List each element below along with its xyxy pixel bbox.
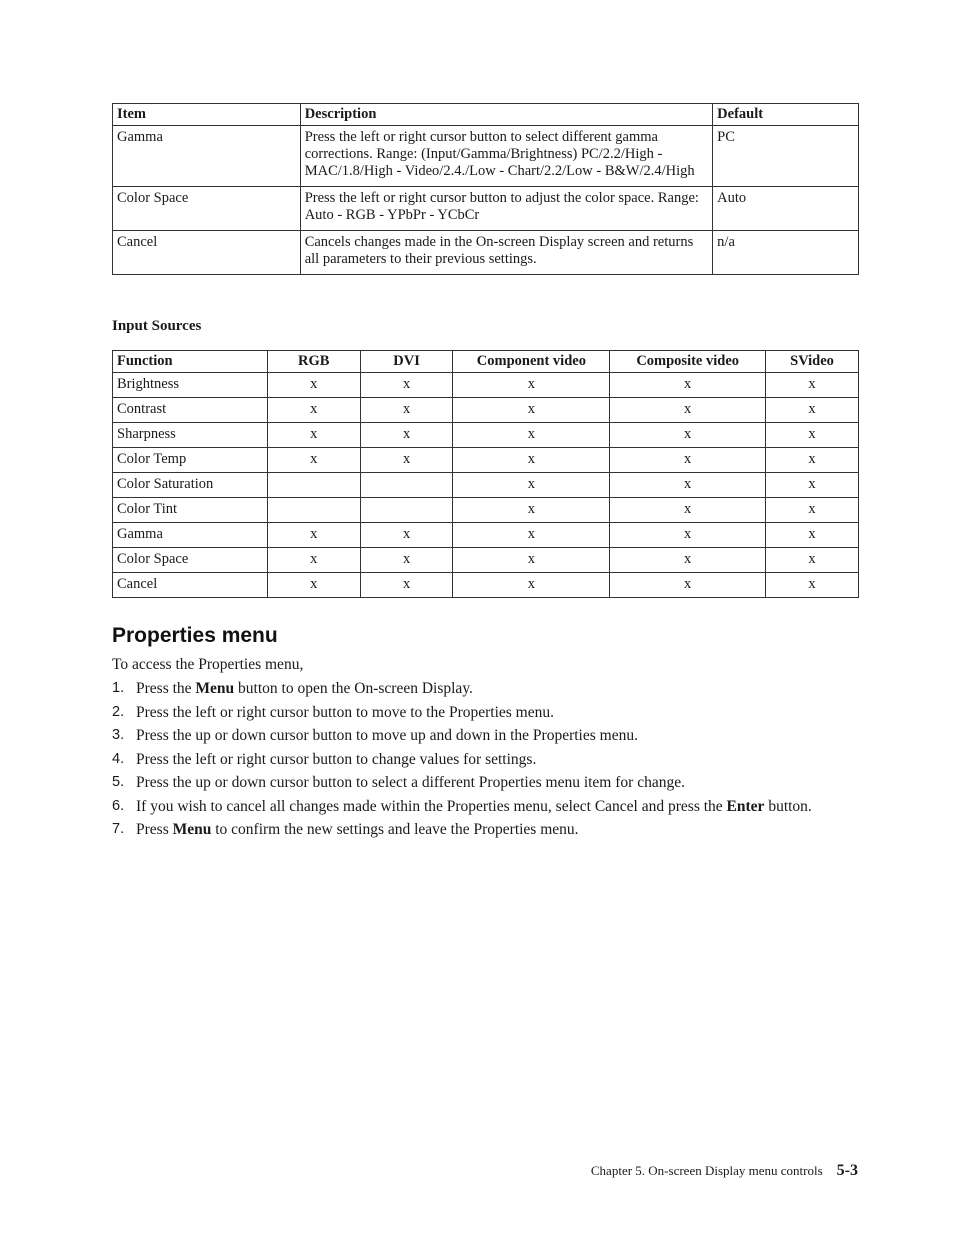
cell-support-mark: x	[453, 498, 610, 523]
table-row	[113, 126, 859, 187]
step-text: Press	[136, 821, 173, 838]
list-item	[112, 797, 850, 816]
column-header-svideo: SVideo	[766, 351, 859, 373]
column-header-component-video: Component video	[453, 351, 610, 373]
cell-support-mark: x	[267, 523, 360, 548]
cell-support-mark: x	[766, 498, 859, 523]
list-item	[112, 773, 850, 792]
column-header-rgb: RGB	[267, 351, 360, 373]
list-item	[112, 703, 850, 722]
step-number: 5.	[112, 774, 125, 790]
cell-support-mark: x	[453, 398, 610, 423]
cell-description: Cancels changes made in the On-screen Display screen and returns all parameters to their previous settings.	[300, 231, 712, 275]
cell-support-mark: x	[267, 398, 360, 423]
cell-support-mark: x	[610, 398, 766, 423]
step-number: 4.	[112, 750, 125, 767]
table-row	[113, 498, 859, 523]
cell-default: n/a	[713, 231, 859, 275]
cell-support-mark: x	[267, 573, 360, 598]
step-text: Press the left or right cursor button to change values for settings.	[136, 750, 537, 768]
cell-function: Color Space	[113, 548, 268, 573]
table-row	[113, 548, 859, 573]
column-header-default: Default	[713, 104, 859, 126]
column-header-item: Item	[113, 104, 301, 126]
step-number: 6.	[112, 797, 125, 814]
table-row	[113, 231, 859, 275]
list-item	[112, 726, 850, 745]
table-row	[113, 473, 859, 498]
cell-support-mark: x	[610, 373, 766, 398]
cell-description: Press the left or right cursor button to adjust the color space. Range: Auto - RGB - YPbPr - YCbCr	[300, 187, 712, 231]
step-number: 7.	[112, 821, 125, 837]
step-text: Press the up or down cursor button to select a different Properties menu item for change.	[136, 774, 685, 791]
step-text: If you wish to cancel all changes made within the Properties menu, select Cancel and press the	[136, 797, 727, 815]
cell-support-mark: x	[766, 373, 859, 398]
cell-support-mark: x	[360, 573, 453, 598]
cell-support-mark: x	[360, 548, 453, 573]
steps-list	[112, 679, 850, 844]
cell-support-mark: x	[453, 548, 610, 573]
settings-table	[112, 103, 859, 275]
cell-support-mark	[267, 498, 360, 523]
column-header-description: Description	[300, 104, 712, 126]
cell-default: Auto	[713, 187, 859, 231]
cell-function: Contrast	[113, 398, 268, 423]
table-row	[113, 187, 859, 231]
cell-support-mark: x	[766, 573, 859, 598]
table-row	[113, 398, 859, 423]
cell-support-mark: x	[453, 423, 610, 448]
table-row	[113, 523, 859, 548]
step-emphasis: Menu	[172, 821, 212, 838]
intro-text: To access the Properties menu,	[112, 656, 304, 673]
cell-support-mark: x	[610, 473, 766, 498]
step-number: 3.	[112, 727, 125, 743]
step-text: Press the up or down cursor button to move up and down in the Properties menu.	[136, 727, 638, 744]
settings-table-header-row	[113, 104, 859, 126]
cell-support-mark	[267, 473, 360, 498]
cell-function: Gamma	[113, 523, 268, 548]
table-row	[113, 448, 859, 473]
cell-support-mark: x	[360, 523, 453, 548]
cell-support-mark: x	[453, 373, 610, 398]
cell-support-mark	[360, 498, 453, 523]
table-row	[113, 423, 859, 448]
cell-support-mark: x	[267, 423, 360, 448]
section-heading: Properties menu	[112, 624, 278, 647]
cell-support-mark: x	[453, 573, 610, 598]
cell-support-mark: x	[360, 398, 453, 423]
cell-function: Color Temp	[113, 448, 268, 473]
step-emphasis: Enter	[726, 797, 765, 815]
cell-support-mark	[360, 473, 453, 498]
cell-support-mark: x	[453, 448, 610, 473]
cell-support-mark: x	[766, 423, 859, 448]
cell-support-mark: x	[360, 423, 453, 448]
step-text: button.	[764, 797, 812, 815]
cell-support-mark: x	[267, 448, 360, 473]
cell-support-mark: x	[610, 423, 766, 448]
cell-support-mark: x	[610, 448, 766, 473]
cell-function: Color Saturation	[113, 473, 268, 498]
step-text: button to open the On-screen Display.	[234, 680, 473, 697]
cell-support-mark: x	[267, 548, 360, 573]
step-text: Press the left or right cursor button to move to the Properties menu.	[136, 703, 554, 721]
table-row	[113, 573, 859, 598]
cell-support-mark: x	[360, 448, 453, 473]
cell-function: Cancel	[113, 573, 268, 598]
cell-support-mark: x	[453, 473, 610, 498]
cell-support-mark: x	[766, 548, 859, 573]
cell-support-mark: x	[766, 473, 859, 498]
cell-support-mark: x	[766, 448, 859, 473]
table-row	[113, 373, 859, 398]
page-number: 5-3	[836, 1162, 858, 1179]
cell-description: Press the left or right cursor button to select different gamma corrections. Range: (Input/Gamma/Brightness) PC/2.2/High - MAC/1.8/High - Video/2.4./Low - Chart/2.2/Low - B&W/2.4/High	[300, 126, 712, 187]
cell-item: Cancel	[113, 231, 301, 275]
cell-support-mark: x	[610, 498, 766, 523]
cell-support-mark: x	[610, 523, 766, 548]
cell-support-mark: x	[766, 398, 859, 423]
cell-function: Color Tint	[113, 498, 268, 523]
cell-default: PC	[713, 126, 859, 187]
cell-support-mark: x	[267, 373, 360, 398]
step-number: 2.	[112, 703, 125, 720]
cell-support-mark: x	[360, 373, 453, 398]
input-sources-body	[113, 373, 859, 598]
cell-function: Sharpness	[113, 423, 268, 448]
list-item	[112, 750, 850, 769]
chapter-title: Chapter 5. On-screen Display menu controls	[590, 1163, 823, 1178]
list-item	[112, 820, 850, 839]
cell-item: Gamma	[113, 126, 301, 187]
column-header-dvi: DVI	[360, 351, 453, 373]
cell-item: Color Space	[113, 187, 301, 231]
step-text: Press the	[136, 680, 196, 697]
step-text: to confirm the new settings and leave the Properties menu.	[211, 821, 579, 838]
input-sources-table	[112, 350, 859, 598]
page-footer	[591, 1162, 858, 1180]
step-emphasis: Menu	[195, 680, 235, 697]
list-item	[112, 679, 850, 698]
cell-support-mark: x	[453, 523, 610, 548]
cell-support-mark: x	[610, 573, 766, 598]
step-number: 1.	[112, 680, 125, 696]
column-header-composite-video: Composite video	[610, 351, 766, 373]
input-sources-caption: Input Sources	[112, 318, 202, 334]
input-sources-header-row	[113, 351, 859, 373]
cell-function: Brightness	[113, 373, 268, 398]
cell-support-mark: x	[766, 523, 859, 548]
column-header-function: Function	[113, 351, 268, 373]
cell-support-mark: x	[610, 548, 766, 573]
